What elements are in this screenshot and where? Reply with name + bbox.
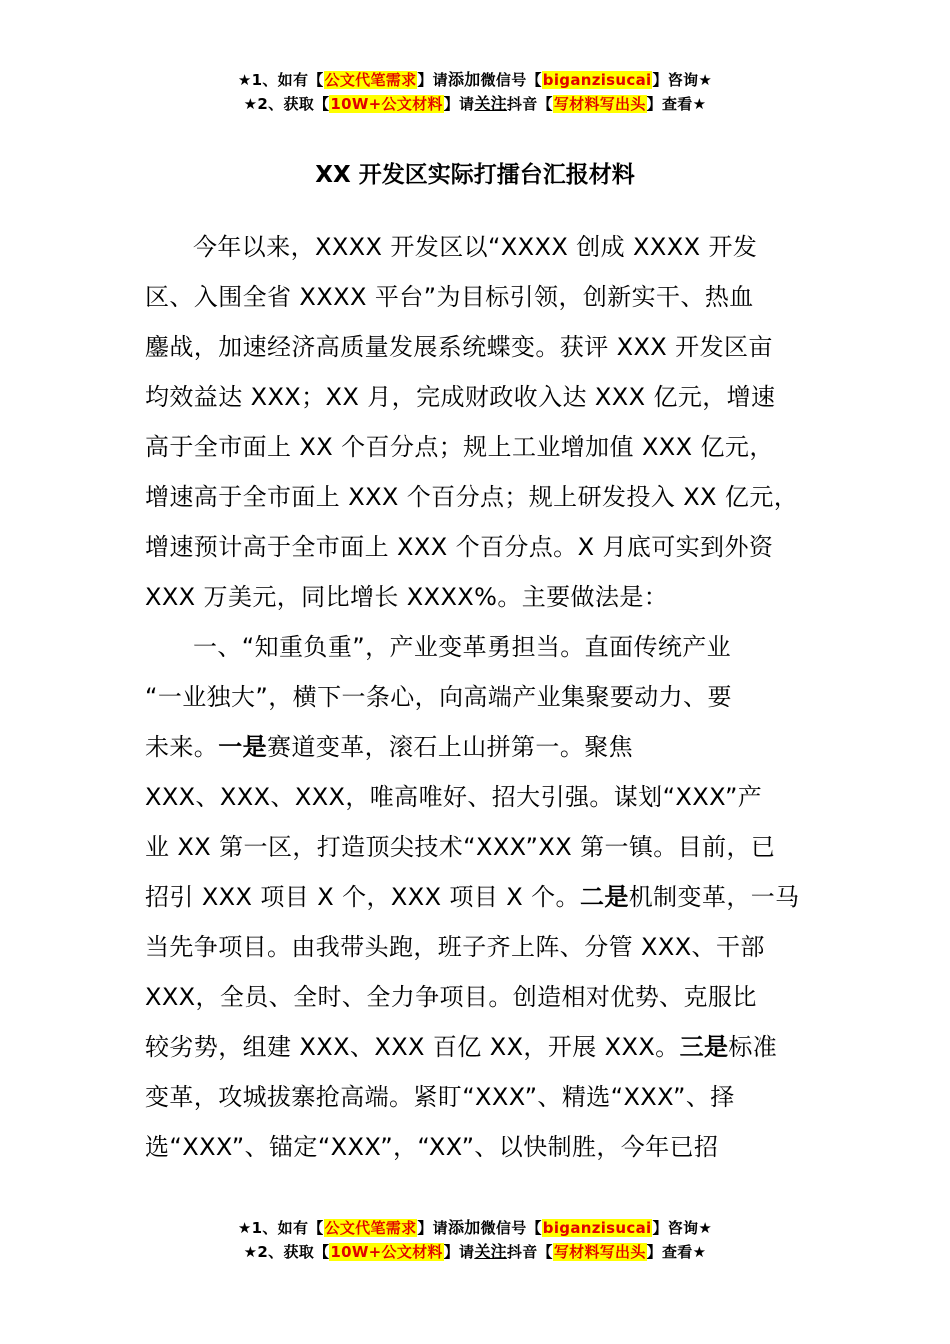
body-line: 今年以来，XXXX 开发区以“XXXX 创成 XXXX 开发 [193,233,758,261]
banner-emphasis: 添加 [447,70,481,89]
banner-text: 】请 [443,95,475,113]
banner-text: 】请 [443,1243,475,1261]
document-body [145,222,810,1172]
body-line [145,872,810,922]
banner-highlight: biganzisucai [542,71,652,89]
body-line: 增速预计高于全市面上 XXX 个百分点。X 月底可实到外资 [145,533,774,561]
banner-line-1 [0,1216,950,1240]
banner-emphasis: 添加 [447,1218,481,1237]
banner-highlight: 10W+公文材料 [330,1243,443,1261]
banner-highlight: biganzisucai [542,1219,652,1237]
body-text: 机制变革，一马 [628,883,800,911]
banner-text: 】咨询★ [652,1219,713,1237]
banner-emphasis: 关注 [474,94,507,113]
body-text: 较劣势，组建 XXX、XXX 百亿 XX，开展 XXX。 [145,1033,680,1061]
banner-text: 抖音【 [506,95,553,113]
body-text: 标准 [728,1033,778,1061]
banner-line-2 [0,92,950,116]
body-line [145,1022,810,1072]
banner-text: 】咨询★ [652,71,713,89]
banner-text: 抖音【 [506,1243,553,1261]
banner-text: 】请 [417,71,448,89]
banner-text: 】查看★ [646,95,707,113]
banner-text: 】查看★ [646,1243,707,1261]
banner-text: 微信号【 [480,71,542,89]
body-line: 鏖战，加速经济高质量发展系统蝶变。获评 XXX 开发区亩 [145,333,773,361]
banner-highlight: 写材料写出头 [553,95,646,113]
bold-lead: 二是 [579,883,629,911]
banner-text: 微信号【 [480,1219,542,1237]
banner-text: ★1、如有【 [237,71,324,89]
banner-highlight: 写材料写出头 [553,1243,646,1261]
banner-text: ★2、获取【 [243,95,330,113]
body-line: 区、入围全省 XXXX 平台”为目标引领，创新实干、热血 [145,283,754,311]
footer-banner [0,1216,950,1264]
banner-highlight: 公文代笔需求 [324,71,417,89]
body-text: 未来。 [145,733,219,761]
body-line: 选“XXX”、锚定“XXX”，“XX”、以快制胜，今年已招 [145,1133,719,1161]
banner-highlight: 10W+公文材料 [330,95,443,113]
body-line: 均效益达 XXX；XX 月，完成财政收入达 XXX 亿元，增速 [145,383,776,411]
body-line: 业 XX 第一区，打造顶尖技术“XXX”XX 第一镇。目前，已 [145,833,776,861]
document-title: XX 开发区实际打擂台汇报材料 [315,162,635,188]
bold-lead: 一是 [218,733,268,761]
banner-line-2 [0,1240,950,1264]
bold-lead: 三是 [679,1033,729,1061]
body-line: “一业独大”，横下一条心，向高端产业集聚要动力、要 [145,683,732,711]
body-line: XXX、XXX、XXX，唯高唯好、招大引强。谋划“XXX”产 [145,783,763,811]
body-line: XXX 万美元，同比增长 XXXX%。主要做法是： [145,583,669,611]
body-line: 变革，攻城拔寨抢高端。紧盯“XXX”、精选“XXX”、择 [145,1083,735,1111]
banner-text: ★2、获取【 [243,1243,330,1261]
banner-text: ★1、如有【 [237,1219,324,1237]
banner-highlight: 公文代笔需求 [324,1219,417,1237]
banner-line-1 [0,68,950,92]
banner-emphasis: 关注 [474,1242,507,1261]
body-text: 招引 XXX 项目 X 个，XXX 项目 X 个。 [145,883,580,911]
body-line: 高于全市面上 XX 个百分点；规上工业增加值 XXX 亿元， [145,433,774,461]
body-line [145,722,810,772]
banner-text: 】请 [417,1219,448,1237]
header-banner [0,68,950,116]
body-text: 赛道变革，滚石上山拼第一。聚焦 [267,733,634,761]
body-line: 当先争项目。由我带头跑，班子齐上阵、分管 XXX、干部 [145,933,765,961]
body-line: 一、“知重负重”，产业变革勇担当。直面传统产业 [193,633,732,661]
body-line: 增速高于全市面上 XXX 个百分点；规上研发投入 XX 亿元， [145,483,799,511]
body-line: XXX，全员、全时、全力争项目。创造相对优势、克服比 [145,983,757,1011]
